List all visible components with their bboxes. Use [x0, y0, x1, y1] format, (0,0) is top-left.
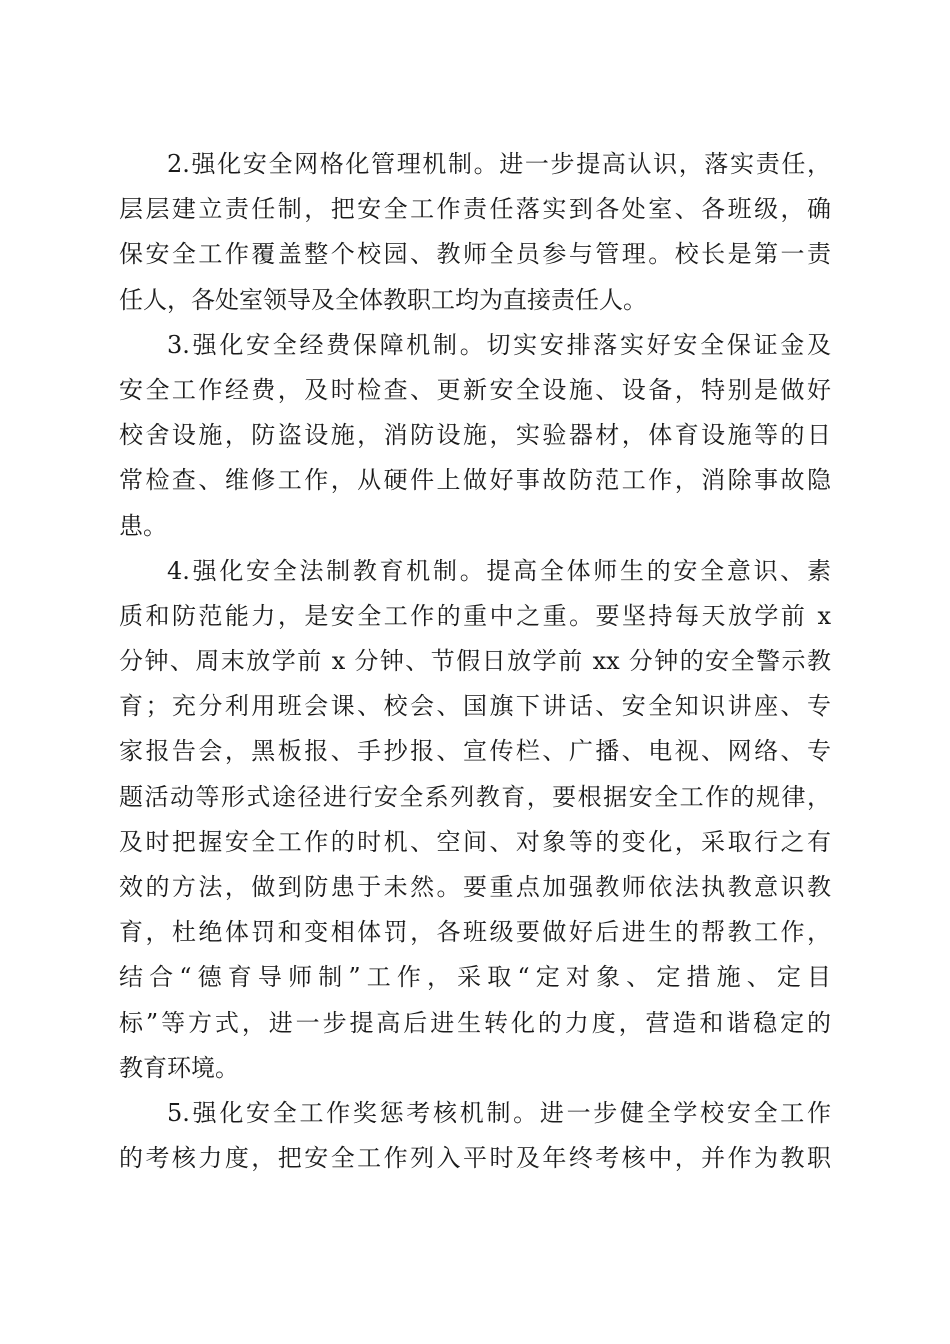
- text-line: 效的方法，做到防患于未然。要重点加强教师依法执教意识教: [119, 873, 831, 901]
- paragraph-reward-assessment: [119, 1091, 831, 1181]
- text-line: 层层建立责任制，把安全工作责任落实到各处室、各班级，确: [119, 195, 831, 224]
- text-line: 常检查、维修工作，从硬件上做好事故防范工作，消除事故隐: [119, 466, 831, 495]
- text-line: 2.强化安全网格化管理机制。进一步提高认识，落实责任，: [167, 150, 831, 178]
- text-line: 题活动等形式途径进行安全系列教育，要根据安全工作的规律，: [119, 782, 831, 811]
- text-line: 育，杜绝体罚和变相体罚，各班级要做好后进生的帮教工作，: [119, 918, 831, 947]
- text-line: 任人，各处室领导及全体教职工均为直接责任人。: [119, 285, 647, 314]
- text-line: 安全工作经费，及时检查、更新安全设施、设备，特别是做好: [119, 375, 831, 404]
- paragraph-funding-guarantee: [119, 323, 831, 549]
- text-line: 分钟、周末放学前 x 分钟、节假日放学前 xx 分钟的安全警示教: [119, 647, 831, 676]
- text-line: 及时把握安全工作的时机、空间、对象等的变化，采取行之有: [119, 827, 831, 856]
- text-line: 标”等方式，进一步提高后进生转化的力度，营造和谐稳定的: [119, 1008, 831, 1037]
- text-line: 的考核力度，把安全工作列入平时及年终考核中，并作为教职: [119, 1144, 831, 1173]
- text-line: 校舍设施，防盗设施，消防设施，实验器材，体育设施等的日: [119, 421, 831, 450]
- text-line: 结合“德育导师制”工作，采取“定对象、定措施、定目: [119, 963, 831, 992]
- text-line: 4.强化安全法制教育机制。提高全体师生的安全意识、素: [167, 556, 831, 585]
- text-line: 家报告会，黑板报、手抄报、宣传栏、广播、电视、网络、专: [119, 737, 831, 766]
- text-line: 5.强化安全工作奖惩考核机制。进一步健全学校安全工作: [167, 1098, 831, 1127]
- paragraph-legal-education: [119, 549, 831, 1091]
- document-body: [119, 142, 831, 1181]
- paragraph-grid-management: [119, 142, 831, 323]
- text-line: 患。: [119, 511, 167, 540]
- text-line: 保安全工作覆盖整个校园、教师全员参与管理。校长是第一责: [119, 240, 831, 269]
- text-line: 育；充分利用班会课、校会、国旗下讲话、安全知识讲座、专: [119, 692, 831, 721]
- text-line: 质和防范能力，是安全工作的重中之重。要坚持每天放学前 x: [119, 601, 831, 630]
- text-line: 教育环境。: [119, 1053, 239, 1082]
- text-line: 3.强化安全经费保障机制。切实安排落实好安全保证金及: [167, 330, 831, 359]
